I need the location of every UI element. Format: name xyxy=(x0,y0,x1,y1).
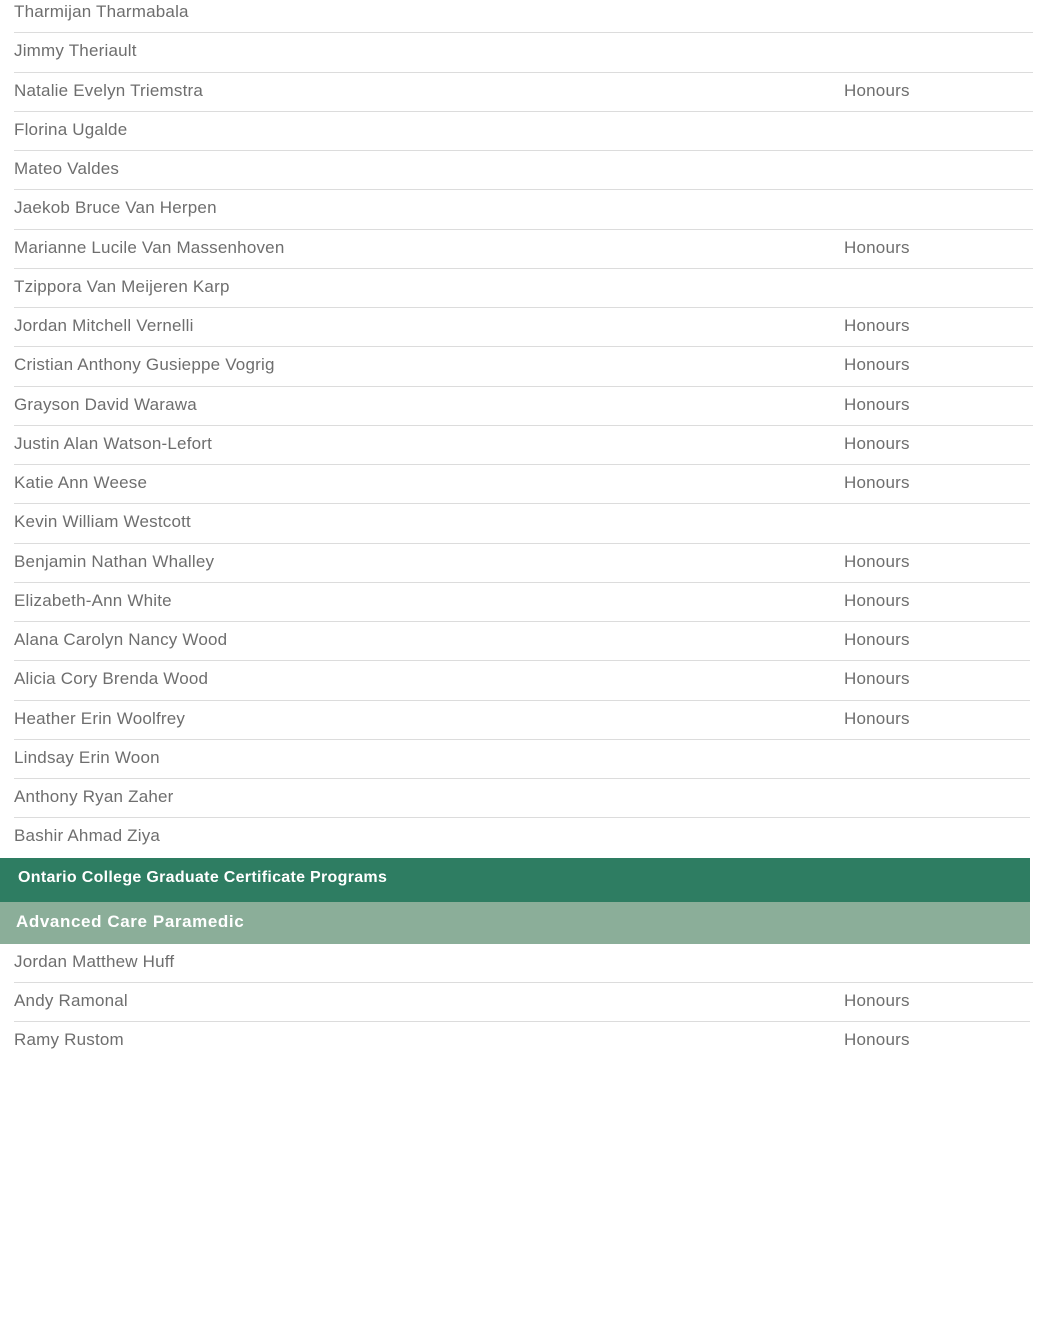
graduate-name: Tharmijan Tharmabala xyxy=(14,2,189,21)
graduate-row xyxy=(14,112,1033,151)
honours-label: Honours xyxy=(844,237,910,257)
graduate-row xyxy=(14,740,1030,779)
graduate-row xyxy=(14,504,1030,543)
graduate-row xyxy=(14,230,1033,269)
graduate-row xyxy=(14,818,1030,857)
honours-label: Honours xyxy=(844,80,910,100)
graduate-row xyxy=(14,269,1033,308)
graduate-row xyxy=(14,426,1030,465)
graduate-name: Natalie Evelyn Triemstra xyxy=(14,80,204,100)
graduate-name: Alicia Cory Brenda Wood xyxy=(14,669,209,689)
honours-label: Honours xyxy=(844,355,910,375)
graduate-row xyxy=(14,622,1030,661)
graduate-name: Andy Ramonal xyxy=(14,990,128,1010)
graduate-name: Jordan Mitchell Vernelli xyxy=(14,316,194,335)
program-header xyxy=(0,902,1030,944)
graduate-name: Lindsay Erin Woon xyxy=(14,747,160,767)
graduate-name: Bashir Ahmad Ziya xyxy=(14,826,161,846)
graduate-row xyxy=(14,308,1033,347)
graduate-name: Benjamin Nathan Whalley xyxy=(14,551,215,571)
graduate-row xyxy=(14,983,1030,1022)
graduate-name: Alana Carolyn Nancy Wood xyxy=(14,630,228,649)
graduate-row xyxy=(14,583,1030,622)
graduate-name: Florina Ugalde xyxy=(14,119,128,139)
graduate-row xyxy=(14,347,1033,386)
honours-label: Honours xyxy=(844,708,910,728)
graduate-row xyxy=(14,387,1033,426)
graduate-name: Ramy Rustom xyxy=(14,1030,124,1049)
graduate-row xyxy=(14,465,1030,504)
section-header xyxy=(0,858,1030,902)
graduate-name: Mateo Valdes xyxy=(14,159,120,178)
honours-label: Honours xyxy=(844,1030,910,1049)
graduate-name: Cristian Anthony Gusieppe Vogrig xyxy=(14,355,275,375)
graduate-row xyxy=(14,544,1030,583)
honours-label: Honours xyxy=(844,590,910,610)
honours-label: Honours xyxy=(844,394,910,414)
honours-label: Honours xyxy=(844,473,910,492)
graduate-row xyxy=(14,661,1030,700)
honours-label: Honours xyxy=(844,990,910,1010)
graduate-row xyxy=(14,190,1033,229)
graduate-name: Anthony Ryan Zaher xyxy=(14,787,174,806)
honours-label: Honours xyxy=(844,551,910,571)
graduate-name: Justin Alan Watson-Lefort xyxy=(14,433,213,453)
graduate-row xyxy=(14,73,1033,112)
graduate-row xyxy=(14,1022,1030,1061)
honours-label: Honours xyxy=(844,433,910,453)
honours-label: Honours xyxy=(844,316,910,335)
graduate-name: Kevin William Westcott xyxy=(14,512,191,532)
graduate-row xyxy=(14,944,1033,983)
graduate-row xyxy=(14,151,1033,190)
graduate-name: Katie Ann Weese xyxy=(14,473,148,492)
graduate-name: Jaekob Bruce Van Herpen xyxy=(14,198,217,218)
graduate-name: Tzippora Van Meijeren Karp xyxy=(14,276,230,296)
honours-label: Honours xyxy=(844,669,910,689)
section-title: Ontario College Graduate Certificate Programs xyxy=(18,868,388,886)
honours-label: Honours xyxy=(844,630,910,649)
graduate-rows-program xyxy=(0,944,1037,1062)
graduate-name: Elizabeth-Ann White xyxy=(14,590,172,610)
graduate-row xyxy=(14,0,1033,33)
graduate-name: Jordan Matthew Huff xyxy=(14,951,175,971)
graduate-name: Grayson David Warawa xyxy=(14,394,197,414)
graduate-row xyxy=(14,33,1033,72)
graduate-name: Heather Erin Woolfrey xyxy=(14,708,186,728)
graduate-row xyxy=(14,779,1030,818)
program-title: Advanced Care Paramedic xyxy=(16,911,245,931)
graduate-name: Jimmy Theriault xyxy=(14,41,137,61)
graduate-name: Marianne Lucile Van Massenhoven xyxy=(14,237,285,257)
graduate-row xyxy=(14,701,1030,740)
